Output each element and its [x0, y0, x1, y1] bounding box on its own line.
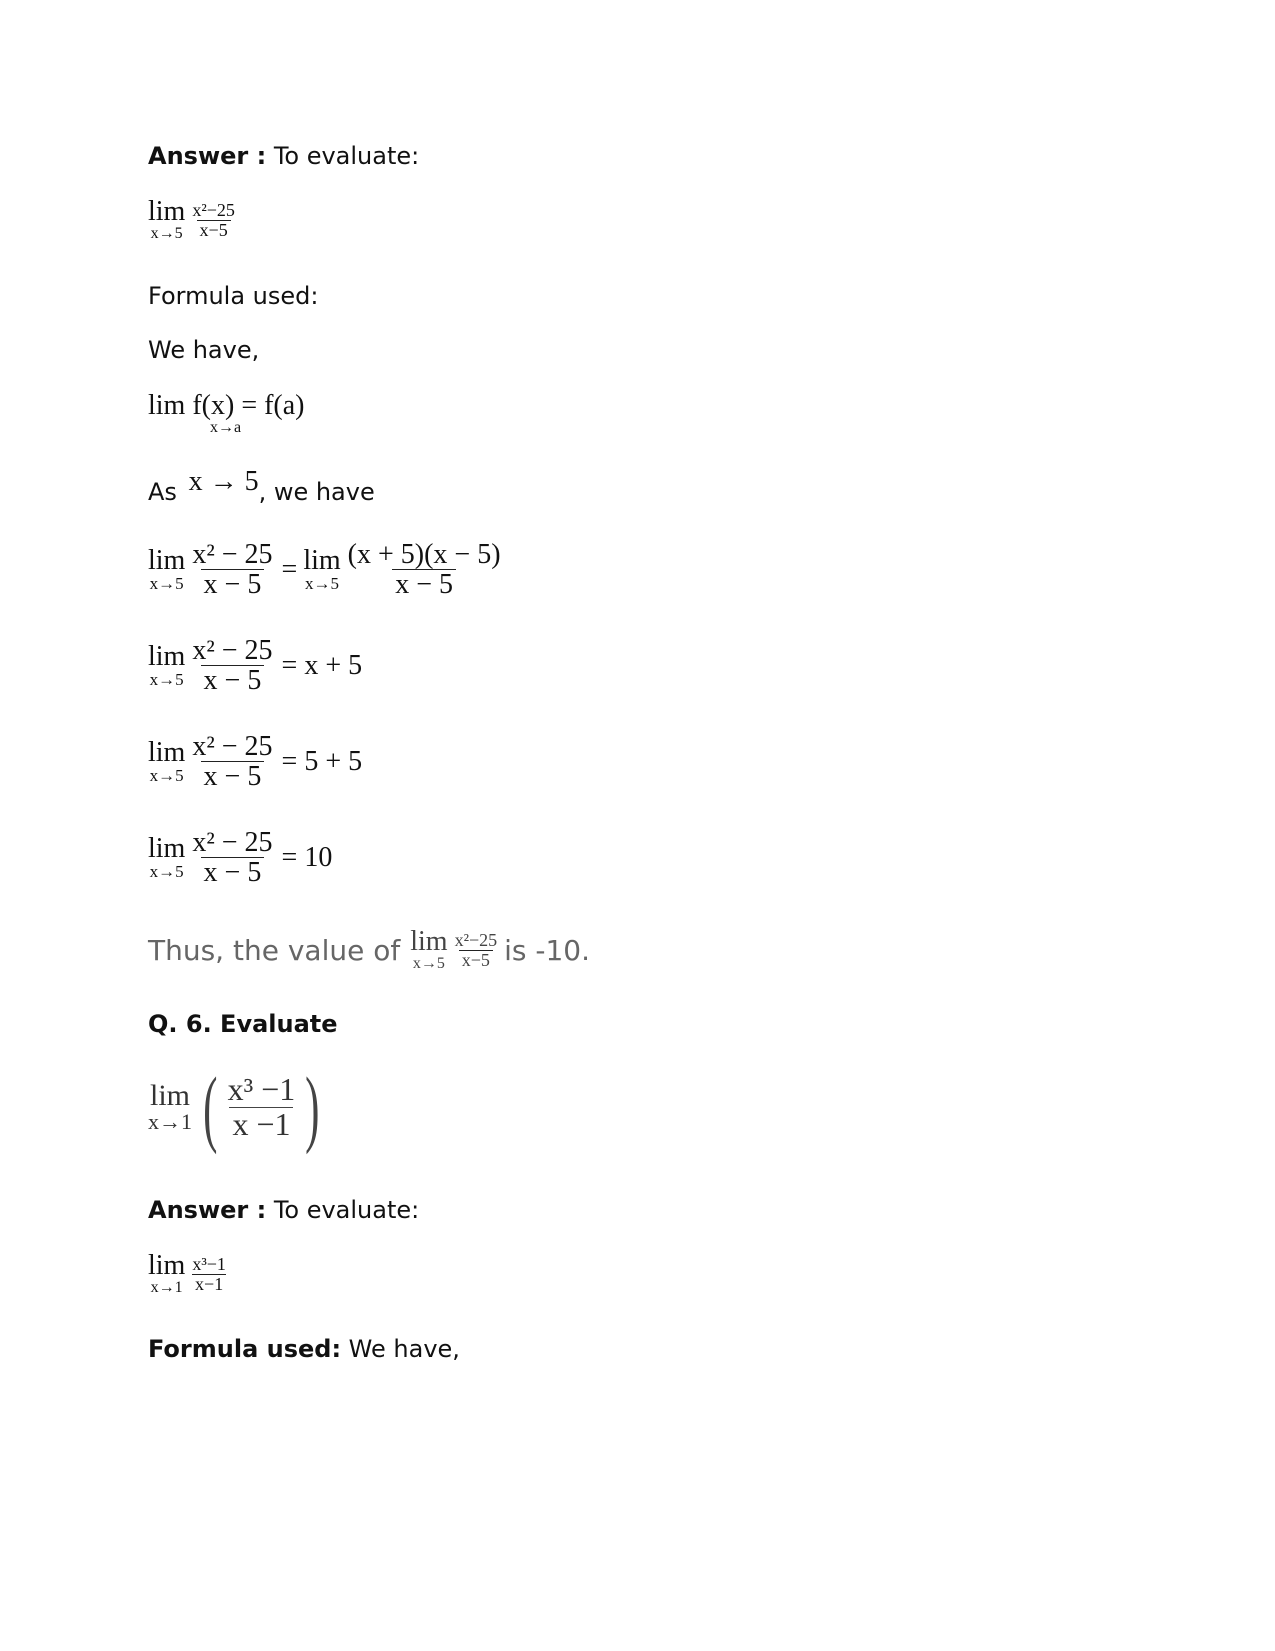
step-4 — [148, 828, 332, 888]
lim-word: lim — [148, 833, 186, 865]
denominator: x − 5 — [201, 569, 265, 599]
question-expression — [148, 1059, 327, 1155]
lim-word: lim — [148, 737, 186, 769]
denominator: x − 5 — [201, 857, 265, 887]
numerator: x² − 25 — [192, 539, 273, 570]
lim-subscript: x→5 — [149, 766, 184, 786]
formula-used-line-2 — [148, 1335, 460, 1363]
lim-subscript: x→a — [210, 419, 242, 436]
step-rhs: = x + 5 — [281, 649, 363, 681]
numerator: x³ −1 — [227, 1070, 296, 1107]
as-math: x → 5 — [188, 466, 259, 497]
lim-word: lim — [148, 196, 186, 227]
lim-word: lim — [148, 1250, 186, 1281]
answer-label: Answer : — [148, 1196, 267, 1224]
as-text: As — [148, 478, 177, 506]
denominator: x − 5 — [392, 569, 456, 599]
lim-word: lim — [148, 390, 186, 421]
denominator: x−5 — [197, 220, 231, 240]
lim-word: lim — [149, 1079, 190, 1112]
formula-expression — [148, 392, 309, 436]
formula-used-label: Formula used: — [148, 1335, 342, 1363]
numerator: x² − 25 — [192, 731, 273, 762]
fraction — [189, 201, 238, 240]
left-paren: ( — [203, 1059, 218, 1155]
conclusion-end: is -10. — [504, 933, 591, 967]
answer-line-1 — [148, 142, 419, 170]
we-have-text: We have, — [148, 336, 260, 364]
limit-expression-1 — [148, 198, 238, 242]
as-rest: , we have — [258, 478, 375, 506]
denominator: x−5 — [459, 950, 493, 970]
denominator: x − 5 — [201, 665, 265, 695]
lim-subscript: x→5 — [149, 574, 184, 594]
limit-expression-2 — [148, 1252, 229, 1296]
step-rhs: = 10 — [281, 841, 333, 873]
conclusion-text: Thus, the value of — [148, 933, 401, 967]
numerator: x²−25 — [454, 929, 498, 950]
numerator: x² − 25 — [192, 827, 273, 858]
lim-subscript: x→5 — [149, 862, 184, 882]
answer-text: To evaluate: — [266, 1196, 420, 1224]
answer-text: To evaluate: — [266, 142, 420, 170]
question-title: Q. 6. Evaluate — [148, 1010, 338, 1038]
lim-subscript: x→1 — [150, 1279, 183, 1296]
conclusion-line — [148, 928, 590, 972]
numerator: x² − 25 — [192, 635, 273, 666]
lim-subscript: x→5 — [412, 955, 445, 972]
denominator: x−1 — [192, 1274, 226, 1294]
lim-subscript: x→5 — [149, 670, 184, 690]
answer-label: Answer : — [148, 142, 267, 170]
step-1: lim x→5 $\frac{\text{x² − 25}}{x - 5}$ = lim x→5 $\frac{(x + 5)(x - 5)}{x - 5}$ — [148, 540, 504, 600]
lim-word: lim — [410, 926, 448, 957]
denominator: x − 5 — [201, 761, 265, 791]
lim-subscript: x→5 — [305, 574, 339, 594]
lim-word: lim — [148, 545, 186, 577]
lim-subscript: x→5 — [150, 225, 183, 242]
lim-word: lim — [303, 545, 341, 577]
numerator: x³−1 — [192, 1253, 226, 1274]
denominator: x −1 — [229, 1107, 293, 1142]
right-paren: ) — [305, 1059, 320, 1155]
formula-used-label: Formula used: — [148, 282, 319, 310]
lim-word: lim — [148, 641, 186, 673]
step-3 — [148, 732, 362, 792]
answer-line-2 — [148, 1196, 419, 1224]
step-rhs: = 5 + 5 — [281, 745, 363, 777]
numerator: x²−25 — [192, 199, 235, 220]
lim-subscript: x→1 — [148, 1109, 192, 1134]
numerator: (x + 5)(x − 5) — [347, 539, 501, 570]
as-line — [148, 466, 375, 508]
formula-body: f(x) = f(a) — [192, 390, 305, 421]
step-2 — [148, 636, 362, 696]
formula-used-text: We have, — [341, 1335, 460, 1363]
